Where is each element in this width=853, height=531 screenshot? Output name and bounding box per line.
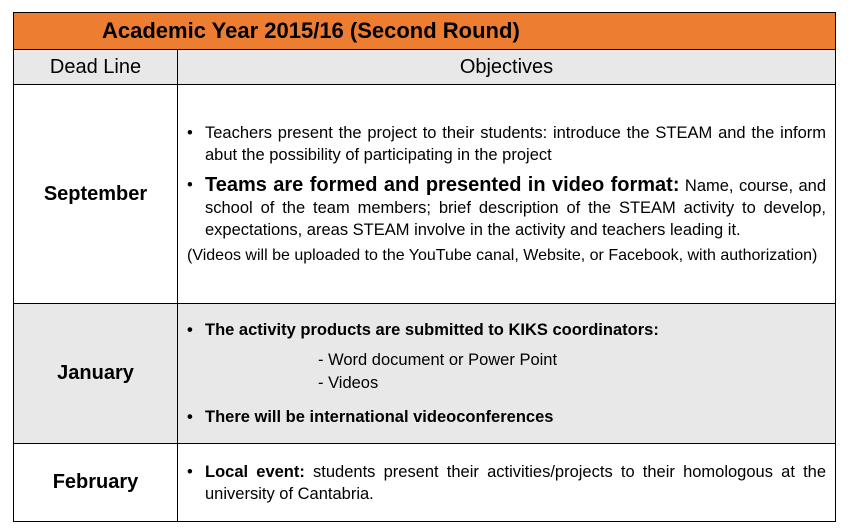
sub-item-videos: - Videos	[318, 374, 379, 392]
objectives-table	[13, 12, 836, 522]
body-text: Name, course, and school of the team members; brief description of the STEAM activity to develop, expectations, areas STEAM involve in the activity and teachers leading it.	[205, 177, 827, 239]
list-item: • The activity products are submitted to KIKS coordinators:	[178, 319, 835, 341]
month-january: January	[14, 304, 178, 444]
objectives-february	[178, 444, 836, 522]
video-note: (Videos will be uploaded to the YouTube canal, Website, or Facebook, with authorization)	[187, 247, 818, 264]
table-row	[14, 444, 836, 522]
header-deadline: Dead Line	[14, 50, 178, 85]
month-september: September	[14, 85, 178, 304]
table-row	[14, 304, 836, 444]
header-objectives: Objectives	[178, 50, 836, 85]
bold-text: Teams are formed and presented in video format:	[205, 174, 680, 196]
objectives-january	[178, 304, 836, 444]
table-row	[14, 85, 836, 304]
list-item	[178, 461, 835, 505]
list-item	[178, 174, 835, 241]
objectives-september	[178, 85, 836, 304]
month-february: February	[14, 444, 178, 522]
list-item: • Teachers present the project to their students: introduce the STEAM and the inform abut the possibility of participating in the project	[178, 122, 835, 166]
bold-text: Local event:	[205, 462, 305, 481]
list-item: • There will be international videoconferences	[178, 406, 835, 428]
sub-item-word: - Word document or Power Point	[318, 351, 558, 369]
table-title: Academic Year 2015/16 (Second Round)	[14, 13, 836, 50]
body-text: students present their activities/projects to their homologous at the university of Cantabria.	[205, 462, 827, 503]
